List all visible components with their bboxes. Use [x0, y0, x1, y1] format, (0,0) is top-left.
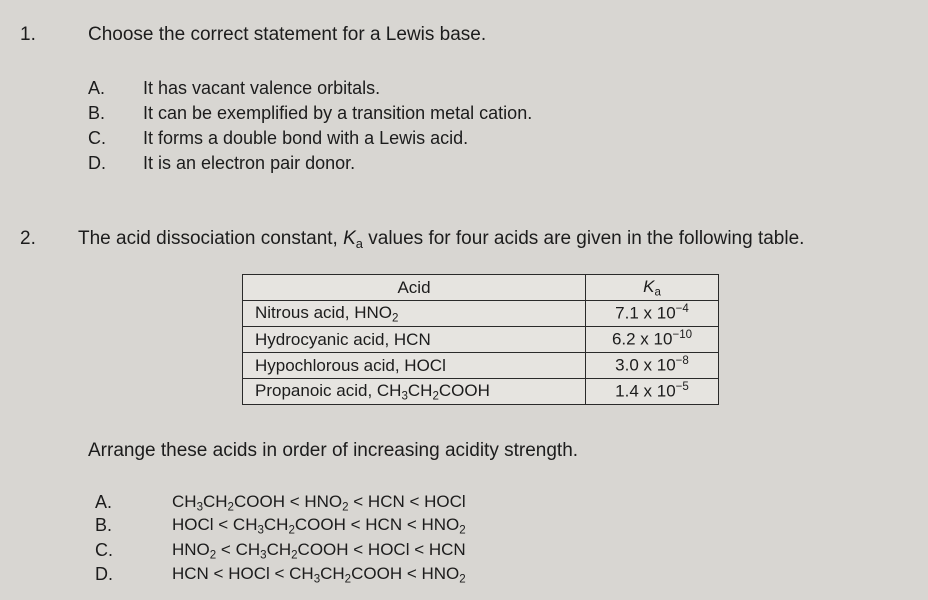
- q2-option-c-text: $HNO_2$ < $CH_3CH_2COOH$ < HOCl < HCN: [172, 540, 466, 562]
- ka-symbol: K: [343, 228, 356, 249]
- ka-subscript: a: [355, 235, 363, 251]
- acid-name: Nitrous acid, $HNO_2$: [243, 301, 586, 327]
- q2-option-d-text: HCN < HOCl < $CH_3CH_2COOH < HNO_2$: [172, 564, 466, 586]
- q1-option-d-letter: D.: [88, 153, 106, 173]
- ka-value: 3.0 x $10^{-8}$: [586, 353, 719, 379]
- q2-option-a-letter: A.: [95, 492, 113, 512]
- header-ka: $K_a$: [586, 275, 719, 301]
- table-row: [243, 379, 719, 405]
- header-acid: Acid: [243, 275, 586, 301]
- stem-after: values for four acids are given in the following table.: [362, 228, 805, 249]
- q1-option-b-letter: B.: [88, 103, 106, 123]
- table-row: [243, 327, 719, 353]
- acid-name: Hydrocyanic acid, HCN: [243, 327, 586, 353]
- question-2-stem: [78, 228, 804, 251]
- acid-name: Propanoic acid, $CH_3CH_2COOH$: [243, 379, 586, 405]
- q2-option-d-letter: D.: [95, 564, 113, 584]
- ka-value: 1.4 x $10^{-5}$: [586, 379, 719, 405]
- q1-option-a-text: It has vacant valence orbitals.: [143, 78, 381, 98]
- q1-option-b-text: It can be exemplified by a transition metal cation.: [143, 103, 533, 123]
- q1-option-d-text: It is an electron pair donor.: [143, 153, 356, 173]
- q2-option-c-letter: C.: [95, 540, 113, 560]
- stem-before: The acid dissociation constant,: [78, 228, 344, 249]
- acid-name: Hypochlorous acid, HOCl: [243, 353, 586, 379]
- question-2-number: 2.: [20, 228, 36, 249]
- table-row: [243, 353, 719, 379]
- q2-option-b-text: HOCl < $CH_3CH_2COOH$ < HCN < $HNO_2$: [172, 515, 466, 537]
- q1-option-c-letter: C.: [88, 128, 106, 148]
- q1-option-a-letter: A.: [88, 78, 106, 98]
- question-1-number: 1.: [20, 24, 36, 45]
- q2-option-b-letter: B.: [95, 515, 113, 535]
- question-1-stem: Choose the correct statement for a Lewis base.: [88, 24, 487, 45]
- q1-option-c-text: It forms a double bond with a Lewis acid.: [143, 128, 469, 148]
- ka-value: 7.1 x $10^{-4}$: [586, 301, 719, 327]
- table-header-row: [243, 275, 719, 301]
- question-2-instruction: Arrange these acids in order of increasing acidity strength.: [88, 440, 579, 461]
- ka-value: 6.2 x $10^{-10}$: [586, 327, 719, 353]
- acid-ka-table: [242, 274, 719, 405]
- table-row: [243, 301, 719, 327]
- q2-option-a-text: $CH_3CH_2COOH < HNO_2$ < HCN < HOCl: [172, 492, 466, 514]
